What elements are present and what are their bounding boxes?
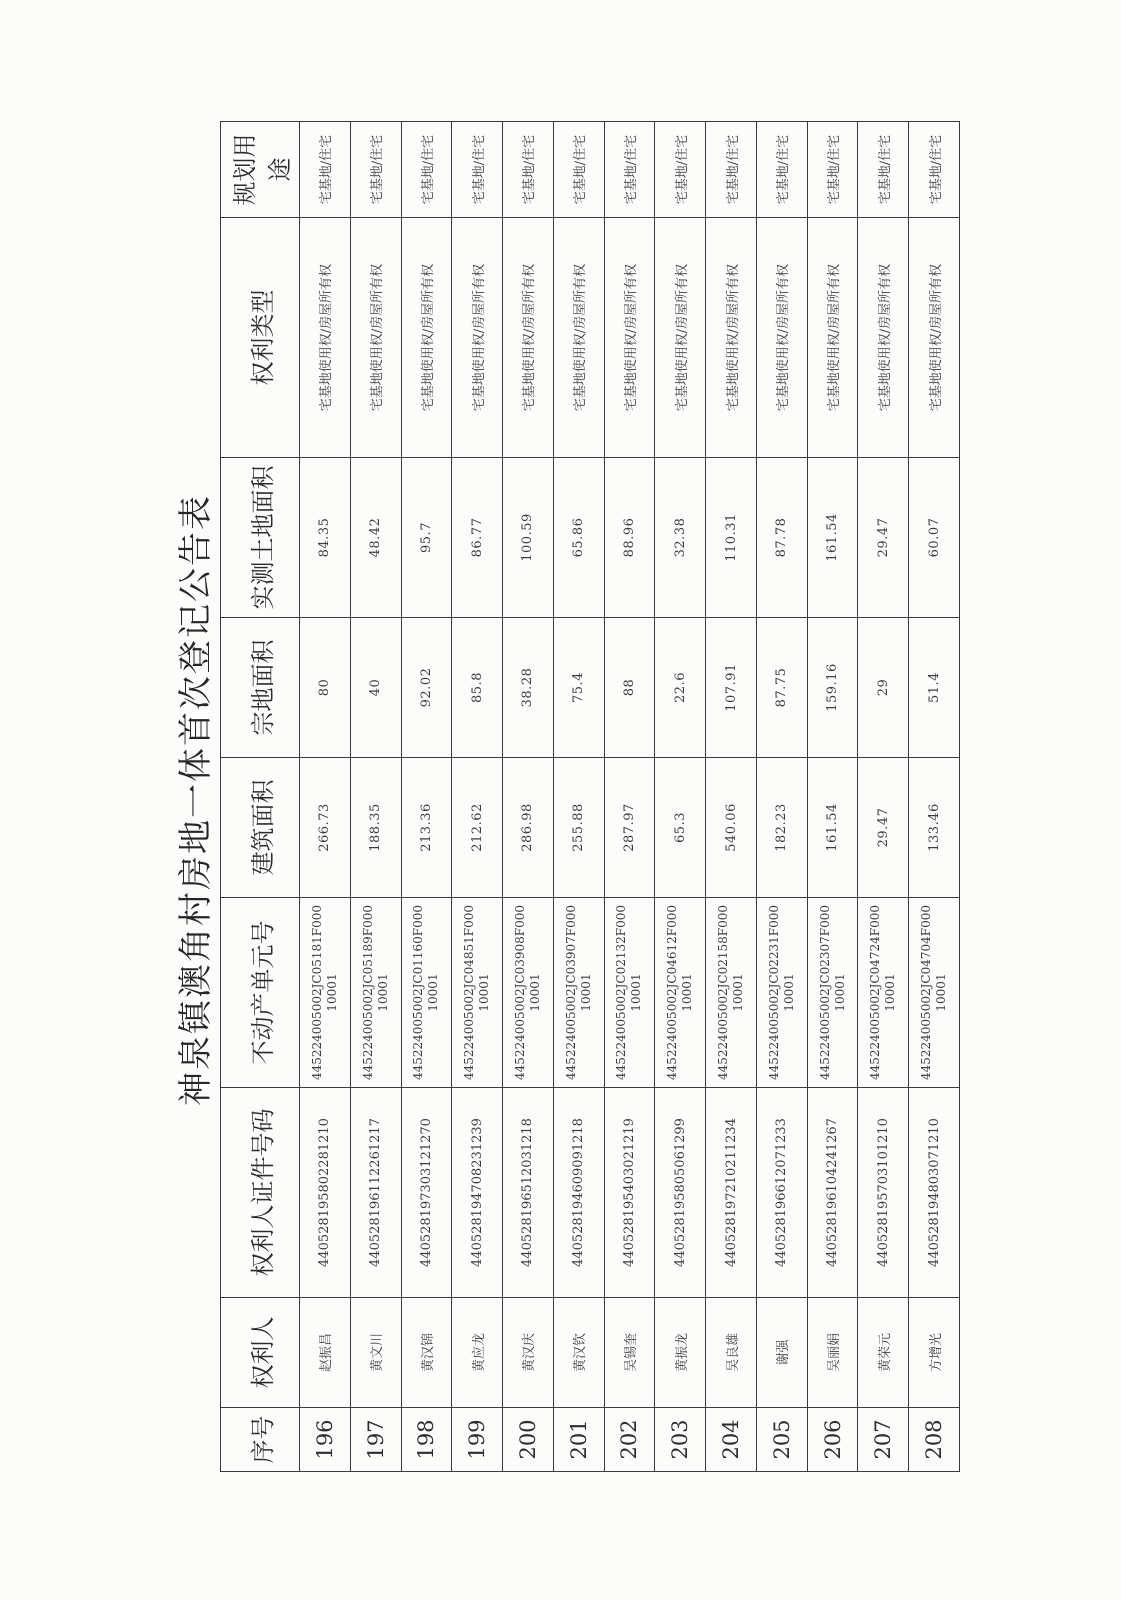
- cell-owner: 谢强: [756, 1298, 807, 1408]
- cell-building-area: 266.73: [300, 758, 351, 898]
- cell-planned-use: 宅基地/住宅: [706, 122, 757, 218]
- header-unit-number: 不动产单元号: [221, 898, 300, 1088]
- table-row: [401, 122, 452, 1472]
- cell-owner: 吴丽娟: [807, 1298, 858, 1408]
- cell-seq: 202: [604, 1408, 655, 1472]
- cell-owner: 吴锡奎: [604, 1298, 655, 1408]
- cell-unit-number: 445224005002JC05189F00010001: [350, 898, 401, 1088]
- cell-unit-number: 445224005002JC02158F00010001: [706, 898, 757, 1088]
- cell-unit-number: 445224005002JC04851F00010001: [452, 898, 503, 1088]
- cell-unit-number: 445224005002JC04704F00010001: [909, 898, 960, 1088]
- cell-owner: 黄汉庆: [503, 1298, 554, 1408]
- cell-owner: 方增光: [909, 1298, 960, 1408]
- cell-planned-use: 宅基地/住宅: [756, 122, 807, 218]
- cell-parcel-area: 85.8: [452, 618, 503, 758]
- cell-seq: 203: [655, 1408, 706, 1472]
- header-measured-area: 实测土地面积: [221, 458, 300, 618]
- cell-owner: 黄荣元: [858, 1298, 909, 1408]
- cell-owner: 赵振昌: [300, 1298, 351, 1408]
- cell-right-type: 宅基地使用权/房屋所有权: [452, 218, 503, 458]
- header-parcel-area: 宗地面积: [221, 618, 300, 758]
- cell-unit-number: 445224005002JC02132F00010001: [604, 898, 655, 1088]
- cell-id-number: 440528196512031218: [503, 1088, 554, 1298]
- cell-measured-area: 60.07: [909, 458, 960, 618]
- table-row: [756, 122, 807, 1472]
- cell-planned-use: 宅基地/住宅: [350, 122, 401, 218]
- cell-id-number: 440528196112261217: [350, 1088, 401, 1298]
- cell-building-area: 182.23: [756, 758, 807, 898]
- cell-unit-number: 445224005002JC01160F00010001: [401, 898, 452, 1088]
- cell-planned-use: 宅基地/住宅: [452, 122, 503, 218]
- cell-building-area: 161.54: [807, 758, 858, 898]
- cell-measured-area: 87.78: [756, 458, 807, 618]
- cell-parcel-area: 92.02: [401, 618, 452, 758]
- cell-seq: 197: [350, 1408, 401, 1472]
- cell-parcel-area: 40: [350, 618, 401, 758]
- cell-parcel-area: 87.75: [756, 618, 807, 758]
- header-planned-use: 规划用途: [221, 122, 300, 218]
- table-row: [503, 122, 554, 1472]
- cell-right-type: 宅基地使用权/房屋所有权: [401, 218, 452, 458]
- cell-unit-number: 445224005002JC02231F00010001: [756, 898, 807, 1088]
- table-row: [553, 122, 604, 1472]
- cell-id-number: 440528194803071210: [909, 1088, 960, 1298]
- cell-unit-number: 445224005002JC02307F00010001: [807, 898, 858, 1088]
- cell-planned-use: 宅基地/住宅: [300, 122, 351, 218]
- cell-measured-area: 95.7: [401, 458, 452, 618]
- cell-seq: 206: [807, 1408, 858, 1472]
- cell-measured-area: 100.59: [503, 458, 554, 618]
- cell-right-type: 宅基地使用权/房屋所有权: [858, 218, 909, 458]
- cell-building-area: 65.3: [655, 758, 706, 898]
- cell-planned-use: 宅基地/住宅: [553, 122, 604, 218]
- cell-owner: 吴良雄: [706, 1298, 757, 1408]
- cell-seq: 199: [452, 1408, 503, 1472]
- cell-owner: 黄汉钦: [553, 1298, 604, 1408]
- cell-parcel-area: 75.4: [553, 618, 604, 758]
- table-header-row: [221, 122, 300, 1472]
- header-building-area: 建筑面积: [221, 758, 300, 898]
- header-owner: 权利人: [221, 1298, 300, 1408]
- cell-planned-use: 宅基地/住宅: [401, 122, 452, 218]
- cell-id-number: 440528194609091218: [553, 1088, 604, 1298]
- cell-building-area: 540.06: [706, 758, 757, 898]
- cell-planned-use: 宅基地/住宅: [807, 122, 858, 218]
- cell-seq: 196: [300, 1408, 351, 1472]
- cell-measured-area: 65.86: [553, 458, 604, 618]
- cell-right-type: 宅基地使用权/房屋所有权: [909, 218, 960, 458]
- cell-measured-area: 86.77: [452, 458, 503, 618]
- cell-seq: 201: [553, 1408, 604, 1472]
- cell-unit-number: 445224005002JC04612F00010001: [655, 898, 706, 1088]
- cell-planned-use: 宅基地/住宅: [604, 122, 655, 218]
- cell-right-type: 宅基地使用权/房屋所有权: [706, 218, 757, 458]
- table-row: [350, 122, 401, 1472]
- cell-seq: 207: [858, 1408, 909, 1472]
- table-row: [655, 122, 706, 1472]
- table-row: [706, 122, 757, 1472]
- cell-building-area: 188.35: [350, 758, 401, 898]
- cell-parcel-area: 22.6: [655, 618, 706, 758]
- cell-measured-area: 84.35: [300, 458, 351, 618]
- cell-right-type: 宅基地使用权/房屋所有权: [807, 218, 858, 458]
- cell-owner: 黄振龙: [655, 1298, 706, 1408]
- cell-parcel-area: 38.28: [503, 618, 554, 758]
- cell-parcel-area: 107.91: [706, 618, 757, 758]
- cell-building-area: 212.62: [452, 758, 503, 898]
- page-title: 神泉镇澳角村房地一体首次登记公告表: [176, 494, 216, 1106]
- cell-measured-area: 110.31: [706, 458, 757, 618]
- cell-measured-area: 29.47: [858, 458, 909, 618]
- cell-unit-number: 445224005002JC03908F00010001: [503, 898, 554, 1088]
- header-id-number: 权利人证件号码: [221, 1088, 300, 1298]
- cell-building-area: 133.46: [909, 758, 960, 898]
- cell-planned-use: 宅基地/住宅: [655, 122, 706, 218]
- cell-seq: 198: [401, 1408, 452, 1472]
- cell-unit-number: 445224005002JC04724F00010001: [858, 898, 909, 1088]
- cell-measured-area: 32.38: [655, 458, 706, 618]
- cell-measured-area: 161.54: [807, 458, 858, 618]
- cell-building-area: 286.98: [503, 758, 554, 898]
- cell-id-number: 440528194708231239: [452, 1088, 503, 1298]
- cell-building-area: 287.97: [604, 758, 655, 898]
- cell-id-number: 440528196612071233: [756, 1088, 807, 1298]
- cell-id-number: 440528197210211234: [706, 1088, 757, 1298]
- cell-id-number: 440528195703101210: [858, 1088, 909, 1298]
- header-right-type: 权利类型: [221, 218, 300, 458]
- cell-parcel-area: 29: [858, 618, 909, 758]
- cell-building-area: 29.47: [858, 758, 909, 898]
- table-row: [604, 122, 655, 1472]
- table-row: [807, 122, 858, 1472]
- registration-table: [220, 121, 960, 1472]
- cell-unit-number: 445224005002JC03907F00010001: [553, 898, 604, 1088]
- cell-seq: 208: [909, 1408, 960, 1472]
- cell-planned-use: 宅基地/住宅: [909, 122, 960, 218]
- cell-building-area: 255.88: [553, 758, 604, 898]
- cell-id-number: 440528195403021219: [604, 1088, 655, 1298]
- cell-seq: 205: [756, 1408, 807, 1472]
- cell-right-type: 宅基地使用权/房屋所有权: [553, 218, 604, 458]
- cell-owner: 黄文川: [350, 1298, 401, 1408]
- cell-right-type: 宅基地使用权/房屋所有权: [350, 218, 401, 458]
- cell-parcel-area: 51.4: [909, 618, 960, 758]
- cell-id-number: 440528197303121270: [401, 1088, 452, 1298]
- cell-id-number: 440528196104241267: [807, 1088, 858, 1298]
- cell-unit-number: 445224005002JC05181F00010001: [300, 898, 351, 1088]
- cell-right-type: 宅基地使用权/房屋所有权: [756, 218, 807, 458]
- cell-measured-area: 88.96: [604, 458, 655, 618]
- cell-right-type: 宅基地使用权/房屋所有权: [503, 218, 554, 458]
- cell-right-type: 宅基地使用权/房屋所有权: [300, 218, 351, 458]
- cell-id-number: 440528195805061299: [655, 1088, 706, 1298]
- cell-owner: 黄应龙: [452, 1298, 503, 1408]
- cell-seq: 204: [706, 1408, 757, 1472]
- cell-seq: 200: [503, 1408, 554, 1472]
- table-row: [909, 122, 960, 1472]
- cell-building-area: 213.36: [401, 758, 452, 898]
- cell-id-number: 440528195802281210: [300, 1088, 351, 1298]
- cell-measured-area: 48.42: [350, 458, 401, 618]
- cell-owner: 黄汉锦: [401, 1298, 452, 1408]
- cell-parcel-area: 80: [300, 618, 351, 758]
- table-row: [452, 122, 503, 1472]
- cell-planned-use: 宅基地/住宅: [503, 122, 554, 218]
- cell-right-type: 宅基地使用权/房屋所有权: [655, 218, 706, 458]
- table-row: [300, 122, 351, 1472]
- cell-parcel-area: 159.16: [807, 618, 858, 758]
- cell-right-type: 宅基地使用权/房屋所有权: [604, 218, 655, 458]
- cell-planned-use: 宅基地/住宅: [858, 122, 909, 218]
- cell-parcel-area: 88: [604, 618, 655, 758]
- table-row: [858, 122, 909, 1472]
- header-seq: 序号: [221, 1408, 300, 1472]
